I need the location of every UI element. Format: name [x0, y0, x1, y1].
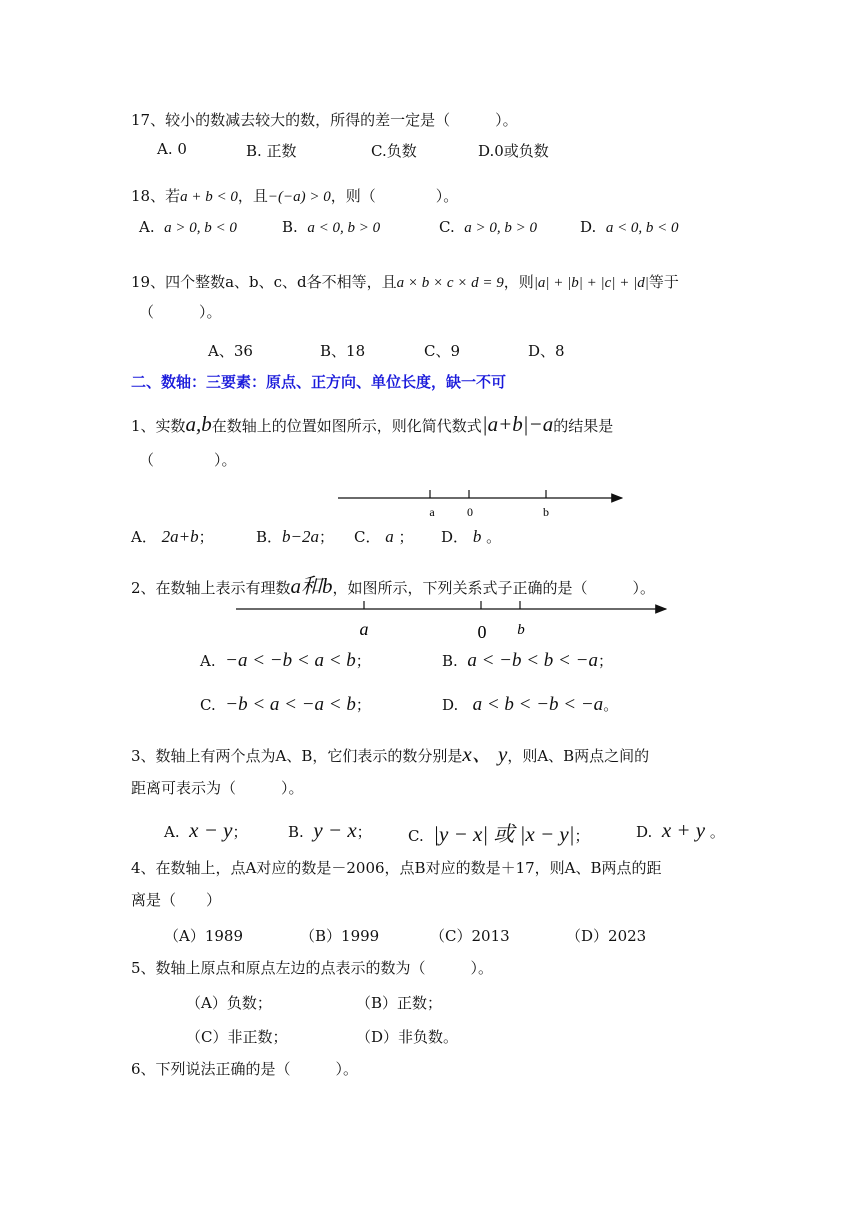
q17-stem: 17、较小的数减去较大的数，所得的差一定是（ ）。	[131, 111, 518, 129]
q4-option-d: （D）2023	[566, 927, 647, 945]
q3-option-a: A. x − y；	[164, 818, 248, 842]
q1-stem: 1、实数a,b在数轴上的位置如图所示，则化简代数式|a+b|−a的结果是	[131, 412, 614, 436]
q4-option-c: （C）2013	[430, 927, 510, 945]
q18-stem: 18、若a + b < 0，且−(−a) > 0，则（ ）。	[131, 187, 459, 205]
q5-option-c: （C）非正数；	[186, 1028, 288, 1046]
q19-abs-expression: |a| + |b| + |c| + |d|	[533, 275, 649, 291]
q18-condition-1: a + b < 0	[180, 189, 238, 205]
q2-option-d: D. a < b < −b < −a。	[442, 694, 619, 715]
q2-axis-label-b: b	[517, 622, 525, 638]
q2-stem: 2、在数轴上表示有理数a和b，如图所示，下列关系式子正确的是（ ）。	[131, 574, 656, 598]
q1-number-line	[338, 490, 622, 519]
q18-option-b: B. a < 0, b > 0	[282, 218, 381, 236]
q6-stem: 6、下列说法正确的是（ ）。	[131, 1060, 359, 1078]
q5-option-b: （B）正数；	[356, 994, 443, 1012]
q5-stem: 5、数轴上原点和原点左边的点表示的数为（ ）。	[131, 959, 494, 977]
q18-option-d: D. a < 0, b < 0	[580, 218, 679, 236]
q18-option-a: A. a > 0, b < 0	[139, 218, 237, 236]
q1-expression: |a+b|−a	[481, 412, 554, 436]
q3-stem: 3、数轴上有两个点为A、B，它们表示的数分别是x、 y，则A、B两点之间的	[131, 742, 650, 766]
q1-variables: a,b	[185, 412, 212, 436]
q3-option-d: D. x + y 。	[636, 818, 725, 842]
q5-option-a: （A）负数；	[186, 994, 272, 1012]
q2-number-line	[236, 601, 666, 642]
q2-axis-label-0: 0	[477, 622, 487, 642]
q5-option-d: （D）非负数。	[356, 1028, 459, 1046]
section-heading: 二、数轴：三要素：原点、正方向、单位长度，缺一不可	[131, 373, 507, 391]
q2-variables: a和b	[290, 574, 333, 598]
q2-option-b: B. a < −b < b < −a；	[442, 650, 613, 671]
q1-option-d: D． b 。	[441, 527, 502, 546]
q1-option-b: B．b−2a；	[256, 527, 335, 546]
q19-option-c: C、9	[424, 342, 461, 360]
q18-condition-2: −(−a) > 0	[267, 189, 331, 205]
q19-option-d: D、8	[528, 342, 565, 360]
q18-option-c: C. a > 0, b > 0	[439, 218, 538, 236]
q4-line2: 离是（ ）	[131, 891, 222, 909]
q17-option-a: A. 0	[157, 140, 187, 158]
q4-stem: 4、在数轴上，点A对应的数是－2006，点B对应的数是＋17，则A、B两点的距	[131, 859, 662, 877]
q17-option-d: D.0或负数	[478, 142, 549, 160]
q2-option-c: C. −b < a < −a < b；	[200, 694, 371, 715]
q19-option-b: B、18	[320, 342, 366, 360]
q3-option-b: B. y − x；	[288, 818, 372, 842]
q1-blank: （ ）。	[139, 451, 237, 469]
q3-variables: x、 y	[462, 742, 508, 766]
q19-condition: a × b × c × d = 9	[396, 275, 504, 291]
q1-axis-label-b: b	[543, 505, 549, 519]
q3-option-c: C. |y − x| 或 |x − y|；	[408, 822, 590, 846]
q19-option-a: A、36	[208, 342, 253, 360]
q1-option-c: C． a ；	[354, 527, 414, 546]
q3-line2: 距离可表示为（ ）。	[131, 779, 304, 797]
q1-axis-label-0: 0	[467, 505, 473, 519]
q1-axis-label-a: a	[429, 505, 435, 519]
q17-option-b: B. 正数	[246, 142, 297, 160]
q2-option-a: A. −a < −b < a < b；	[200, 650, 371, 671]
q17-option-c: C.负数	[371, 142, 417, 160]
q4-option-a: （A）1989	[164, 927, 244, 945]
q19-blank: （ ）。	[139, 303, 222, 321]
q2-axis-label-a: a	[359, 619, 369, 639]
q1-option-a: A． 2a+b；	[131, 527, 214, 546]
q19-stem: 19、四个整数a、b、c、d各不相等，且a × b × c × d = 9，则|a| + |b| + |c| + |d|等于	[131, 273, 679, 291]
q4-option-b: （B）1999	[300, 927, 380, 945]
